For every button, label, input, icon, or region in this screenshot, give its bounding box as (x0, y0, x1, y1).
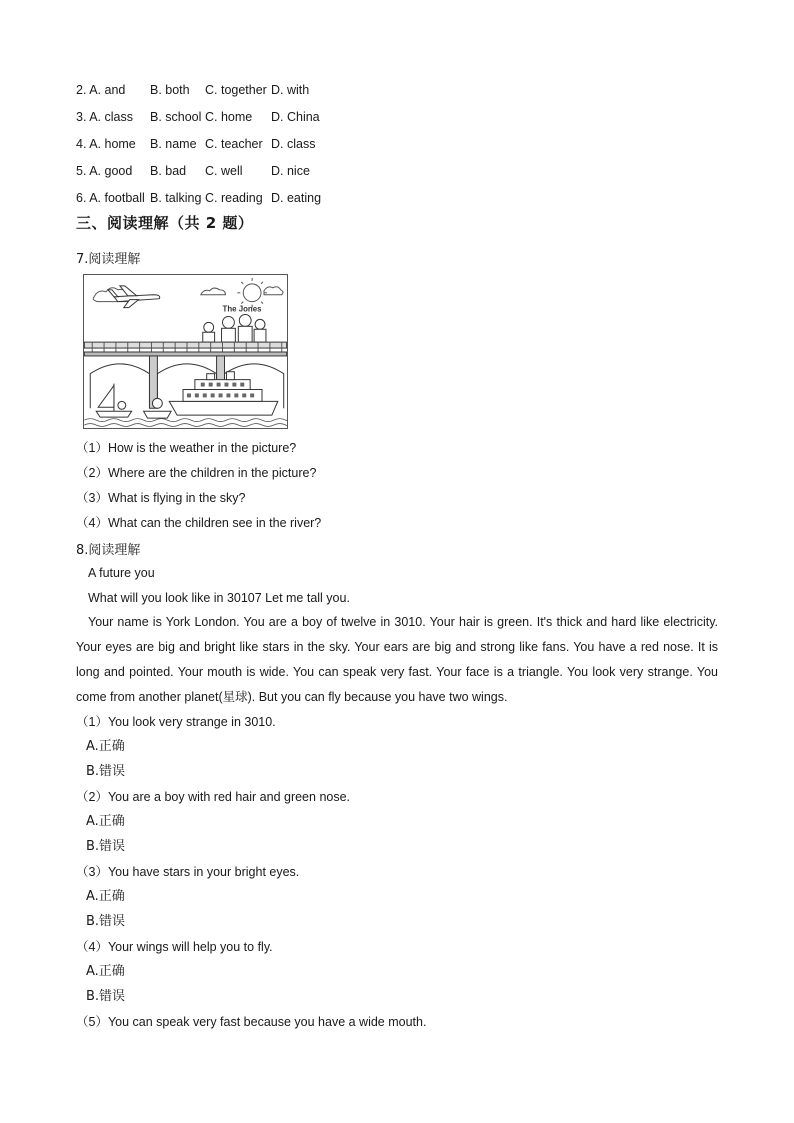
option-b: B. name (150, 137, 197, 151)
passage-intro: What will you look like in 30107 Let me tall you. (88, 591, 350, 605)
rowboat-drawing (144, 398, 172, 418)
question-7-heading: 7.阅读理解 (76, 252, 141, 267)
q7-sub-question: （3）What is flying in the sky? (76, 491, 246, 505)
illustration-drawing (84, 275, 287, 428)
q8-item: （2）You are a boy with red hair and green nose. (76, 790, 351, 804)
option-true: A.正确 (86, 889, 125, 904)
question-8-heading: 8.阅读理解 (76, 543, 141, 558)
option-d: D. nice (271, 164, 310, 178)
option-false: B.错误 (86, 764, 126, 779)
option-false: B.错误 (86, 839, 126, 854)
children-drawing (203, 314, 266, 342)
picture-label: The Jones (222, 304, 262, 314)
option-c: C. home (205, 110, 253, 124)
option-c: C. well (205, 164, 243, 178)
option-false: B.错误 (86, 989, 126, 1004)
option-b: B. talking (150, 191, 202, 205)
q7-sub-question: （1）How is the weather in the picture? (76, 441, 297, 455)
option-a: 2. A. and (76, 83, 126, 97)
option-c: C. together (205, 83, 267, 97)
option-d: D. eating (271, 191, 322, 205)
option-b: B. school (150, 110, 202, 124)
option-c: C. teacher (205, 137, 263, 151)
option-true: A.正确 (86, 739, 125, 754)
option-a: 4. A. home (76, 137, 136, 151)
option-a: 5. A. good (76, 164, 133, 178)
q8-item: （4）Your wings will help you to fly. (76, 940, 273, 954)
illustration (83, 274, 288, 429)
option-c: C. reading (205, 191, 263, 205)
option-a: 6. A. football (76, 191, 145, 205)
option-d: D. with (271, 83, 310, 97)
option-false: B.错误 (86, 914, 126, 929)
q7-sub-question: （2）Where are the children in the picture? (76, 466, 317, 480)
option-a: 3. A. class (76, 110, 133, 124)
option-b: B. both (150, 83, 190, 97)
option-d: D. class (271, 137, 316, 151)
airplane-drawing (108, 286, 160, 308)
passage-body: Your name is York London. You are a boy of twelve in 3010. Your hair is green. It's thick and hard like electricity. Your eyes are big and bright like stars in the sky. Your ears are big and strong like fans. You have a red nose. It is long and pointed. Your mouth is wide. You can speak very fast. Your face is a triangle. You look very strange. You come from another planet(星球). But you can fly because you have two wings. (76, 615, 718, 704)
q8-item: （3）You have stars in your bright eyes. (76, 865, 300, 879)
option-true: A.正确 (86, 814, 125, 829)
q8-item: （5）You can speak very fast because you have a wide mouth. (76, 1015, 427, 1029)
q8-item: （1）You look very strange in 3010. (76, 715, 276, 729)
option-d: D. China (271, 110, 320, 124)
option-b: B. bad (150, 164, 187, 178)
sun-drawing (237, 278, 267, 308)
option-true: A.正确 (86, 964, 125, 979)
sailboat-drawing (96, 384, 132, 418)
section-title: 三、阅读理解（共 2 题） (76, 214, 254, 232)
passage-title: A future you (88, 566, 155, 580)
q7-sub-question: （4）What can the children see in the river? (76, 516, 322, 530)
water-drawing (84, 419, 287, 427)
